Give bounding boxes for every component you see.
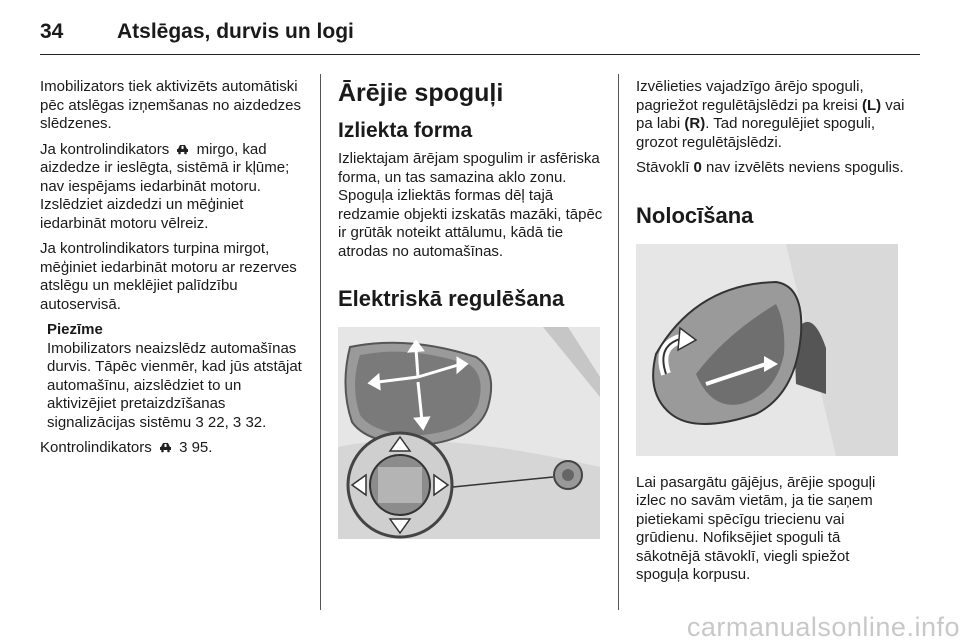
note-box (47, 321, 310, 432)
paragraph: Lai pasargātu gājējus, ārējie spoguļi izlec no savām vietām, ja tie saņem pietiekami spēcīgu triecienu vai grūdienu. Nofiksējiet spoguli tā sākotnējā stāvoklī, viegli spiežot spoguļa korpusu. (636, 473, 876, 583)
text: nav izvēlēts neviens spogulis. (706, 159, 904, 176)
page-number: 34 (40, 20, 64, 43)
chapter-title: Atslēgas, durvis un logi (117, 20, 354, 43)
watermark: carmanualsonline.info (686, 612, 960, 642)
text: Kontrolindikators (40, 439, 152, 456)
text: Ja kontrolindikators (40, 140, 170, 158)
mirror-adjustment-illustration (338, 327, 600, 539)
paragraph: Imobilizators tiek aktivizēts automātiski pēc atslēgas izņemšanas no aizdedzes slēdzenes. (40, 78, 301, 132)
column-divider (320, 74, 321, 610)
text: Izvēlieties vajadzīgo ārējo spoguli, pagriežot regulētājslēdzi pa kreisi (636, 78, 864, 114)
page-ref-link[interactable]: 3 95. (179, 439, 213, 456)
car-key-icon (159, 441, 172, 453)
mirror-folding-illustration (636, 244, 898, 456)
text: Stāvoklī (636, 159, 690, 176)
column-2 (338, 78, 608, 539)
page-header (40, 14, 920, 55)
key-label: 0 (693, 159, 702, 176)
subsection-title: Izliekta forma (338, 119, 473, 142)
paragraph: Ja kontrolindikators turpina mirgot, mēģiniet iedarbināt motoru ar rezerves atslēgu un meklējiet palīdzību autoservisā. (40, 240, 297, 313)
text: . Tad noregulējiet spoguli, grozot regulētājslēdzi. (636, 115, 876, 151)
column-1 (40, 78, 310, 465)
note-title: Piezīme (47, 321, 103, 338)
paragraph: Izliektajam ārējam spogulim ir asfēriska forma, un tas samazina aklo zonu. Spoguļa izliektās formas dēļ tajā redzamie objekti izskatās mazāki, tāpēc ir grūtāk noteikt attālumu, kādā tie atrodas no automašīnas. (338, 150, 603, 260)
paragraph (636, 159, 906, 178)
paragraph (40, 141, 310, 234)
text: vai pa labi (636, 96, 905, 132)
key-label: (R) (684, 115, 706, 132)
page-ref-link[interactable]: 3 22, 3 32. (195, 413, 267, 431)
section-title: Nolocīšana (636, 202, 754, 228)
car-key-icon (176, 143, 189, 155)
section-title: Ārējie spoguļi (338, 79, 504, 107)
column-divider (618, 74, 619, 610)
paragraph (636, 78, 906, 152)
note-text: Imobilizators neaizslēdz automašīnas durvis. Tāpēc vienmēr, kad jūs atstājat automašīnu, aizslēdziet to un aktivizējiet pretaizdzīšanas signalizācijas sistēmu (47, 339, 302, 431)
key-label: (L) (861, 96, 882, 114)
paragraph (40, 439, 310, 458)
text: mirgo, kad aizdedze ir ieslēgta, sistēmā ir kļūme; nav iespējams iedarbināt motoru. Izslēdziet aizdedzi un mēģiniet iedarbināt motoru vēlreiz. (40, 140, 290, 232)
column-3 (636, 78, 906, 592)
subsection-title: Elektriskā regulēšana (338, 286, 565, 311)
